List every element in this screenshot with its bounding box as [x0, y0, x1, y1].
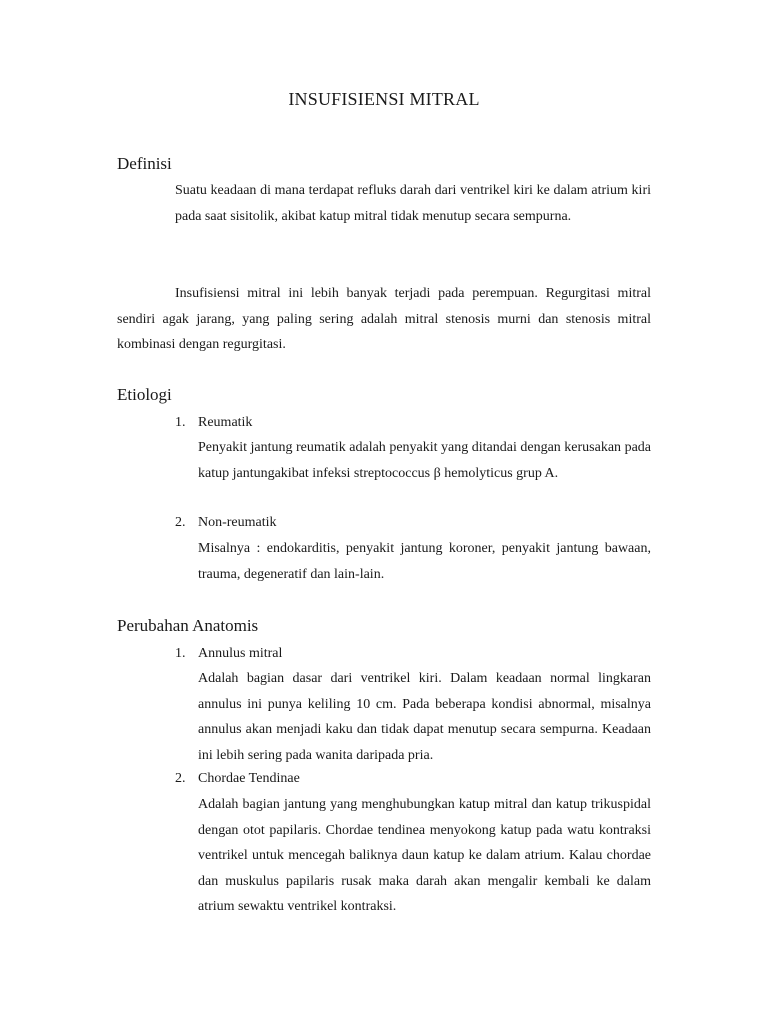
definisi-paragraph-2: Insufisiensi mitral ini lebih banyak terjadi pada perempuan. Regurgitasi mitral sendiri agak jarang, yang paling sering adalah mitral stenosis murni dan stenosis mitral kombinasi dengan regurgitasi. — [117, 286, 651, 352]
anatomis-item-2-number: 2. — [175, 771, 186, 786]
anatomis-item-2-label: Chordae Tendinae — [198, 771, 300, 786]
anatomis-item-1-label: Annulus mitral — [198, 646, 283, 661]
document-title: INSUFISIENSI MITRAL — [288, 89, 480, 109]
etiologi-item-1-text: Penyakit jantung reumatik adalah penyakit yang ditandai dengan kerusakan pada katup jantungakibat infeksi streptococcus β hemolyticus grup A. — [198, 440, 651, 481]
heading-etiologi: Etiologi — [117, 385, 172, 404]
etiologi-item-1-label: Reumatik — [198, 415, 253, 430]
anatomis-item-1-number: 1. — [175, 646, 186, 661]
etiologi-item-2-label: Non-reumatik — [198, 515, 277, 530]
anatomis-item-2-text: Adalah bagian jantung yang menghubungkan katup mitral dan katup trikuspidal dengan otot papilaris. Chordae tendinea menyokong katup pada watu kontraksi ventrikel untuk mencegah baliknya daun katup ke dalam atrium. Kalau chordae dan muskulus papilaris rusak maka darah akan mengalir kembali ke dalam atrium sewaktu ventrikel kontraksi. — [198, 797, 651, 914]
heading-perubahan-anatomis: Perubahan Anatomis — [117, 616, 259, 635]
etiologi-item-2-number: 2. — [175, 515, 186, 530]
anatomis-item-1-text: Adalah bagian dasar dari ventrikel kiri. Dalam keadaan normal lingkaran annulus ini punya keliling 10 cm. Pada beberapa kondisi abnormal, misalnya annulus akan menjadi kaku dan tidak dapat menutup secara sempurna. Keadaan ini lebih sering pada wanita daripada pria. — [198, 671, 651, 763]
etiologi-item-1-number: 1. — [175, 415, 186, 430]
heading-definisi: Definisi — [117, 154, 172, 173]
etiologi-item-2-text: Misalnya : endokarditis, penyakit jantung koroner, penyakit jantung bawaan, trauma, degeneratif dan lain-lain. — [198, 541, 651, 582]
definisi-paragraph-1: Suatu keadaan di mana terdapat refluks darah dari ventrikel kiri ke dalam atrium kiri pada saat sisitolik, akibat katup mitral tidak menutup secara sempurna. — [175, 183, 651, 224]
